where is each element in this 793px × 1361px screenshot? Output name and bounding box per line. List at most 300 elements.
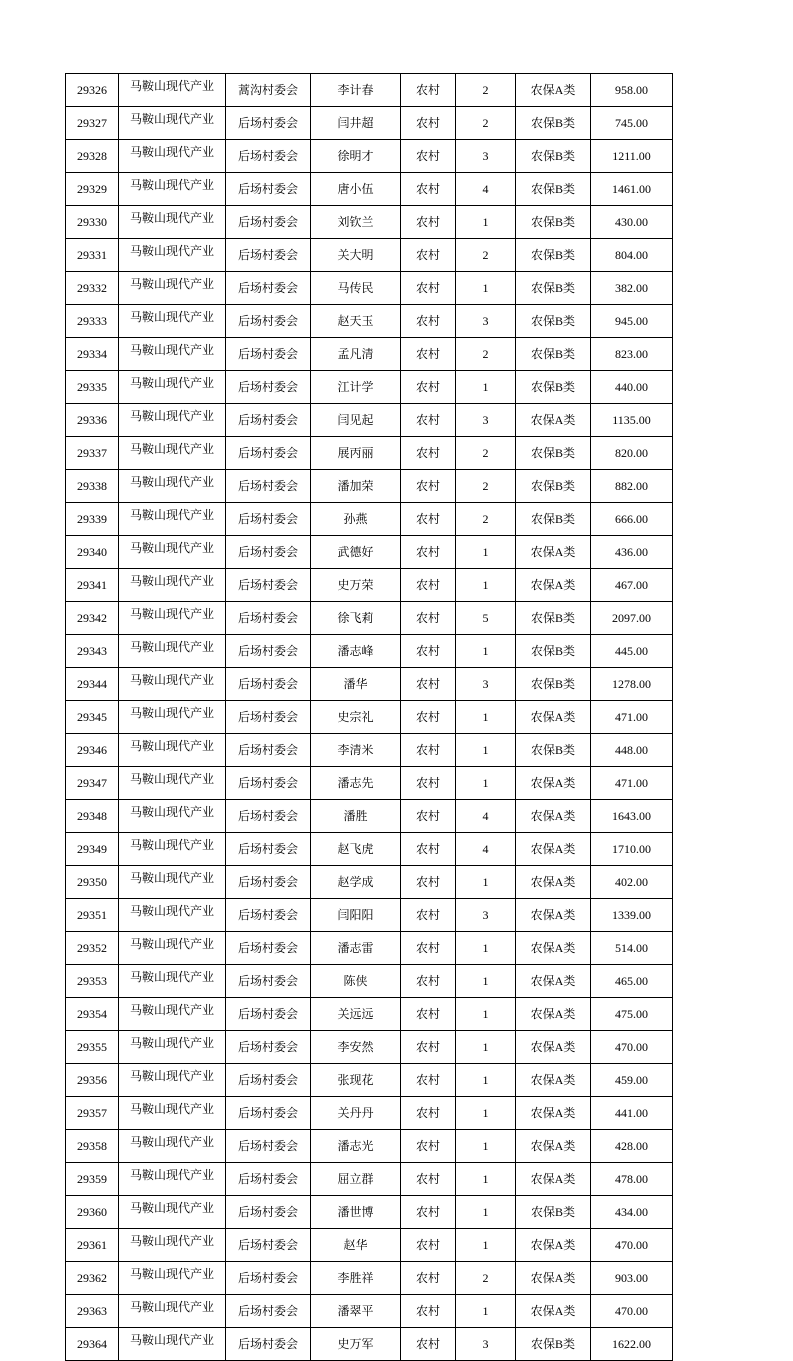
table-row [66,305,673,338]
cell-id [66,1262,119,1295]
cell-text: 马鞍山现代产业 [129,1135,214,1149]
cell-text: 后场村委会 [237,578,298,592]
cell-text: 马鞍山现代产业 [129,211,214,225]
cell-text: 1278.00 [612,677,651,691]
cell-id [66,998,119,1031]
cell-name [311,1163,401,1196]
cell-residence [401,1064,456,1097]
cell-name [311,536,401,569]
cell-text: 823.00 [615,347,648,361]
cell-text: 农村 [415,314,440,328]
cell-id [66,569,119,602]
cell-type [516,1196,591,1229]
cell-text: 后场村委会 [237,842,298,856]
cell-text: 农村 [415,974,440,988]
cell-residence [401,800,456,833]
cell-residence [401,1130,456,1163]
cell-village [226,1295,311,1328]
cell-text: 402.00 [615,875,648,889]
cell-amount [591,1196,673,1229]
cell-amount [591,140,673,173]
cell-id [66,1130,119,1163]
cell-text: 后场村委会 [237,215,298,229]
cell-text: 农保A类 [530,1007,576,1021]
cell-type [516,1031,591,1064]
cell-text: 903.00 [615,1271,648,1285]
table-row [66,569,673,602]
cell-text: 农保A类 [530,1106,576,1120]
cell-text: 农保B类 [530,314,575,328]
cell-id [66,602,119,635]
cell-type [516,668,591,701]
cell-count [456,1295,516,1328]
cell-text: 后场村委会 [237,479,298,493]
cell-org [119,536,226,569]
cell-count [456,734,516,767]
cell-count [456,1328,516,1361]
cell-text: 804.00 [615,248,648,262]
cell-text: 445.00 [615,644,648,658]
cell-name [311,668,401,701]
cell-text: 后场村委会 [237,1205,298,1219]
cell-count [456,899,516,932]
cell-text: 514.00 [615,941,648,955]
cell-amount [591,1328,673,1361]
cell-text: 29359 [77,1172,107,1186]
cell-count [456,1262,516,1295]
cell-text: 马鞍山现代产业 [129,904,214,918]
cell-count [456,701,516,734]
cell-text: 1 [482,380,489,394]
cell-text: 4 [482,842,489,856]
cell-text: 农保A类 [530,1238,576,1252]
cell-amount [591,470,673,503]
cell-type [516,1328,591,1361]
cell-text: 3 [482,1337,489,1351]
cell-org [119,404,226,437]
cell-text: 29337 [77,446,107,460]
cell-text: 3 [482,677,489,691]
cell-org [119,1328,226,1361]
cell-text: 3 [482,149,489,163]
cell-id [66,107,119,140]
cell-amount [591,272,673,305]
cell-text: 后场村委会 [237,875,298,889]
cell-text: 农村 [415,1172,440,1186]
cell-text: 29341 [77,578,107,592]
cell-text: 赵学成 [337,875,374,889]
table-row [66,272,673,305]
cell-text: 史万军 [337,1337,374,1351]
table-row [66,833,673,866]
cell-org [119,1097,226,1130]
cell-text: 农村 [415,347,440,361]
cell-text: 农村 [415,446,440,460]
cell-text: 1461.00 [612,182,651,196]
cell-village [226,1262,311,1295]
cell-text: 29353 [77,974,107,988]
table-row [66,437,673,470]
cell-text: 闫井超 [337,116,374,130]
cell-count [456,173,516,206]
cell-name [311,470,401,503]
cell-org [119,470,226,503]
cell-text: 29354 [77,1007,107,1021]
cell-text: 马鞍山现代产业 [129,1069,214,1083]
cell-residence [401,701,456,734]
cell-village [226,1328,311,1361]
cell-id [66,1328,119,1361]
cell-text: 潘胜 [343,809,368,823]
cell-village [226,107,311,140]
cell-text: 1643.00 [612,809,651,823]
cell-count [456,833,516,866]
table-row [66,1130,673,1163]
cell-text: 29349 [77,842,107,856]
cell-name [311,635,401,668]
cell-text: 农保A类 [530,1271,576,1285]
cell-village [226,866,311,899]
cell-text: 关远远 [337,1007,374,1021]
cell-text: 徐明才 [337,149,374,163]
cell-text: 潘志峰 [337,644,374,658]
table-row [66,371,673,404]
cell-text: 29361 [77,1238,107,1252]
cell-village [226,602,311,635]
cell-text: 农村 [415,1073,440,1087]
cell-text: 农村 [415,545,440,559]
cell-text: 潘志先 [337,776,374,790]
cell-count [456,635,516,668]
cell-text: 潘志光 [337,1139,374,1153]
cell-text: 马鞍山现代产业 [129,838,214,852]
cell-type [516,239,591,272]
cell-village [226,899,311,932]
cell-residence [401,932,456,965]
cell-text: 29345 [77,710,107,724]
cell-text: 958.00 [615,83,648,97]
cell-text: 2 [482,83,489,97]
cell-count [456,1064,516,1097]
cell-text: 29335 [77,380,107,394]
table-row [66,1229,673,1262]
cell-type [516,866,591,899]
cell-type [516,437,591,470]
cell-name [311,1097,401,1130]
cell-text: 马鞍山现代产业 [129,79,214,93]
cell-text: 后场村委会 [237,1106,298,1120]
cell-id [66,239,119,272]
cell-amount [591,338,673,371]
cell-name [311,1031,401,1064]
cell-id [66,800,119,833]
cell-text: 1 [482,776,489,790]
cell-residence [401,635,456,668]
cell-text: 2097.00 [612,611,651,625]
table-row [66,1328,673,1361]
cell-id [66,1196,119,1229]
cell-text: 2 [482,1271,489,1285]
cell-text: 农保A类 [530,1040,576,1054]
cell-org [119,734,226,767]
cell-text: 后场村委会 [237,1271,298,1285]
cell-text: 陈侠 [343,974,368,988]
cell-text: 农保B类 [530,1337,575,1351]
cell-org [119,107,226,140]
cell-id [66,668,119,701]
cell-name [311,305,401,338]
cell-amount [591,701,673,734]
cell-village [226,305,311,338]
cell-text: 农保A类 [530,710,576,724]
cell-text: 1 [482,1238,489,1252]
cell-text: 后场村委会 [237,908,298,922]
cell-village [226,536,311,569]
cell-count [456,74,516,107]
cell-text: 1339.00 [612,908,651,922]
cell-text: 428.00 [615,1139,648,1153]
cell-residence [401,1229,456,1262]
cell-org [119,503,226,536]
cell-text: 农保B类 [530,611,575,625]
cell-residence [401,734,456,767]
cell-residence [401,833,456,866]
cell-text: 武德好 [337,545,374,559]
cell-count [456,437,516,470]
cell-text: 3 [482,314,489,328]
cell-amount [591,569,673,602]
cell-text: 马鞍山现代产业 [129,640,214,654]
table-row [66,470,673,503]
cell-residence [401,668,456,701]
cell-text: 农村 [415,512,440,526]
cell-text: 农保A类 [530,1172,576,1186]
cell-amount [591,602,673,635]
cell-amount [591,173,673,206]
table-row [66,1262,673,1295]
cell-text: 448.00 [615,743,648,757]
cell-text: 农保A类 [530,83,576,97]
cell-name [311,503,401,536]
cell-text: 马鞍山现代产业 [129,1300,214,1314]
cell-amount [591,767,673,800]
cell-text: 农保B类 [530,677,575,691]
cell-count [456,206,516,239]
cell-village [226,338,311,371]
cell-count [456,140,516,173]
cell-text: 马鞍山现代产业 [129,1003,214,1017]
cell-org [119,701,226,734]
cell-text: 农保B类 [530,380,575,394]
cell-text: 后场村委会 [237,380,298,394]
cell-residence [401,437,456,470]
cell-org [119,899,226,932]
cell-name [311,602,401,635]
cell-text: 436.00 [615,545,648,559]
cell-text: 农村 [415,83,440,97]
cell-type [516,503,591,536]
table-row [66,965,673,998]
cell-text: 农村 [415,710,440,724]
cell-text: 4 [482,809,489,823]
cell-name [311,437,401,470]
cell-name [311,272,401,305]
cell-count [456,239,516,272]
cell-residence [401,206,456,239]
table-row [66,74,673,107]
cell-org [119,305,226,338]
cell-text: 农村 [415,1271,440,1285]
cell-text: 29352 [77,941,107,955]
cell-id [66,305,119,338]
cell-text: 闫见起 [337,413,374,427]
cell-text: 唐小伍 [337,182,374,196]
cell-org [119,173,226,206]
cell-text: 471.00 [615,710,648,724]
cell-org [119,1196,226,1229]
cell-type [516,701,591,734]
cell-residence [401,866,456,899]
cell-text: 1 [482,1139,489,1153]
cell-text: 农保A类 [530,941,576,955]
cell-text: 马鞍山现代产业 [129,145,214,159]
cell-amount [591,206,673,239]
cell-text: 农村 [415,776,440,790]
cell-village [226,173,311,206]
cell-text: 农保A类 [530,875,576,889]
cell-text: 关丹丹 [337,1106,374,1120]
cell-text: 农保B类 [530,512,575,526]
cell-text: 2 [482,446,489,460]
cell-name [311,338,401,371]
cell-amount [591,437,673,470]
cell-text: 29363 [77,1304,107,1318]
cell-text: 后场村委会 [237,1007,298,1021]
cell-text: 李胜祥 [337,1271,374,1285]
cell-text: 29348 [77,809,107,823]
cell-text: 29340 [77,545,107,559]
cell-residence [401,404,456,437]
cell-org [119,569,226,602]
cell-text: 马鞍山现代产业 [129,541,214,555]
cell-amount [591,932,673,965]
cell-text: 马鞍山现代产业 [129,508,214,522]
cell-text: 马鞍山现代产业 [129,772,214,786]
cell-village [226,437,311,470]
cell-type [516,1295,591,1328]
cell-name [311,734,401,767]
cell-amount [591,1031,673,1064]
cell-org [119,206,226,239]
cell-text: 农村 [415,413,440,427]
cell-text: 后场村委会 [237,248,298,262]
cell-residence [401,767,456,800]
cell-text: 马鞍山现代产业 [129,607,214,621]
cell-name [311,866,401,899]
cell-id [66,1064,119,1097]
cell-text: 农保B类 [530,1205,575,1219]
cell-residence [401,140,456,173]
cell-amount [591,1097,673,1130]
cell-text: 农保B类 [530,248,575,262]
cell-count [456,1097,516,1130]
cell-text: 潘翠平 [337,1304,374,1318]
cell-text: 马鞍山现代产业 [129,805,214,819]
cell-text: 赵飞虎 [337,842,374,856]
cell-text: 农保B类 [530,347,575,361]
cell-text: 马鞍山现代产业 [129,739,214,753]
cell-amount [591,404,673,437]
cell-count [456,800,516,833]
cell-village [226,932,311,965]
cell-text: 农村 [415,1337,440,1351]
cell-text: 后场村委会 [237,1337,298,1351]
cell-id [66,437,119,470]
cell-amount [591,1130,673,1163]
cell-text: 农村 [415,248,440,262]
cell-text: 农保A类 [530,1073,576,1087]
cell-count [456,569,516,602]
cell-text: 29333 [77,314,107,328]
cell-village [226,800,311,833]
cell-text: 1211.00 [612,149,651,163]
cell-count [456,371,516,404]
cell-amount [591,239,673,272]
cell-residence [401,1262,456,1295]
cell-text: 潘志雷 [337,941,374,955]
cell-text: 1710.00 [612,842,651,856]
cell-name [311,1130,401,1163]
cell-residence [401,998,456,1031]
cell-text: 后场村委会 [237,644,298,658]
cell-org [119,1229,226,1262]
cell-count [456,767,516,800]
cell-text: 29328 [77,149,107,163]
cell-org [119,272,226,305]
cell-text: 农保B类 [530,281,575,295]
cell-text: 孙燕 [343,512,368,526]
cell-text: 马鞍山现代产业 [129,475,214,489]
cell-org [119,1064,226,1097]
subsidy-table [65,73,673,1361]
cell-text: 后场村委会 [237,446,298,460]
cell-residence [401,1328,456,1361]
cell-text: 29327 [77,116,107,130]
cell-residence [401,371,456,404]
cell-text: 3 [482,413,489,427]
table-row [66,1295,673,1328]
cell-text: 农村 [415,809,440,823]
cell-residence [401,338,456,371]
cell-text: 29342 [77,611,107,625]
cell-count [456,536,516,569]
cell-id [66,503,119,536]
cell-count [456,272,516,305]
cell-text: 农保A类 [530,413,576,427]
cell-text: 434.00 [615,1205,648,1219]
table-row [66,1097,673,1130]
cell-text: 1 [482,215,489,229]
cell-count [456,866,516,899]
cell-text: 马鞍山现代产业 [129,376,214,390]
cell-text: 农村 [415,215,440,229]
cell-name [311,140,401,173]
cell-text: 马鞍山现代产业 [129,937,214,951]
cell-count [456,668,516,701]
cell-text: 李安然 [337,1040,374,1054]
cell-text: 蒿沟村委会 [237,83,298,97]
cell-residence [401,899,456,932]
